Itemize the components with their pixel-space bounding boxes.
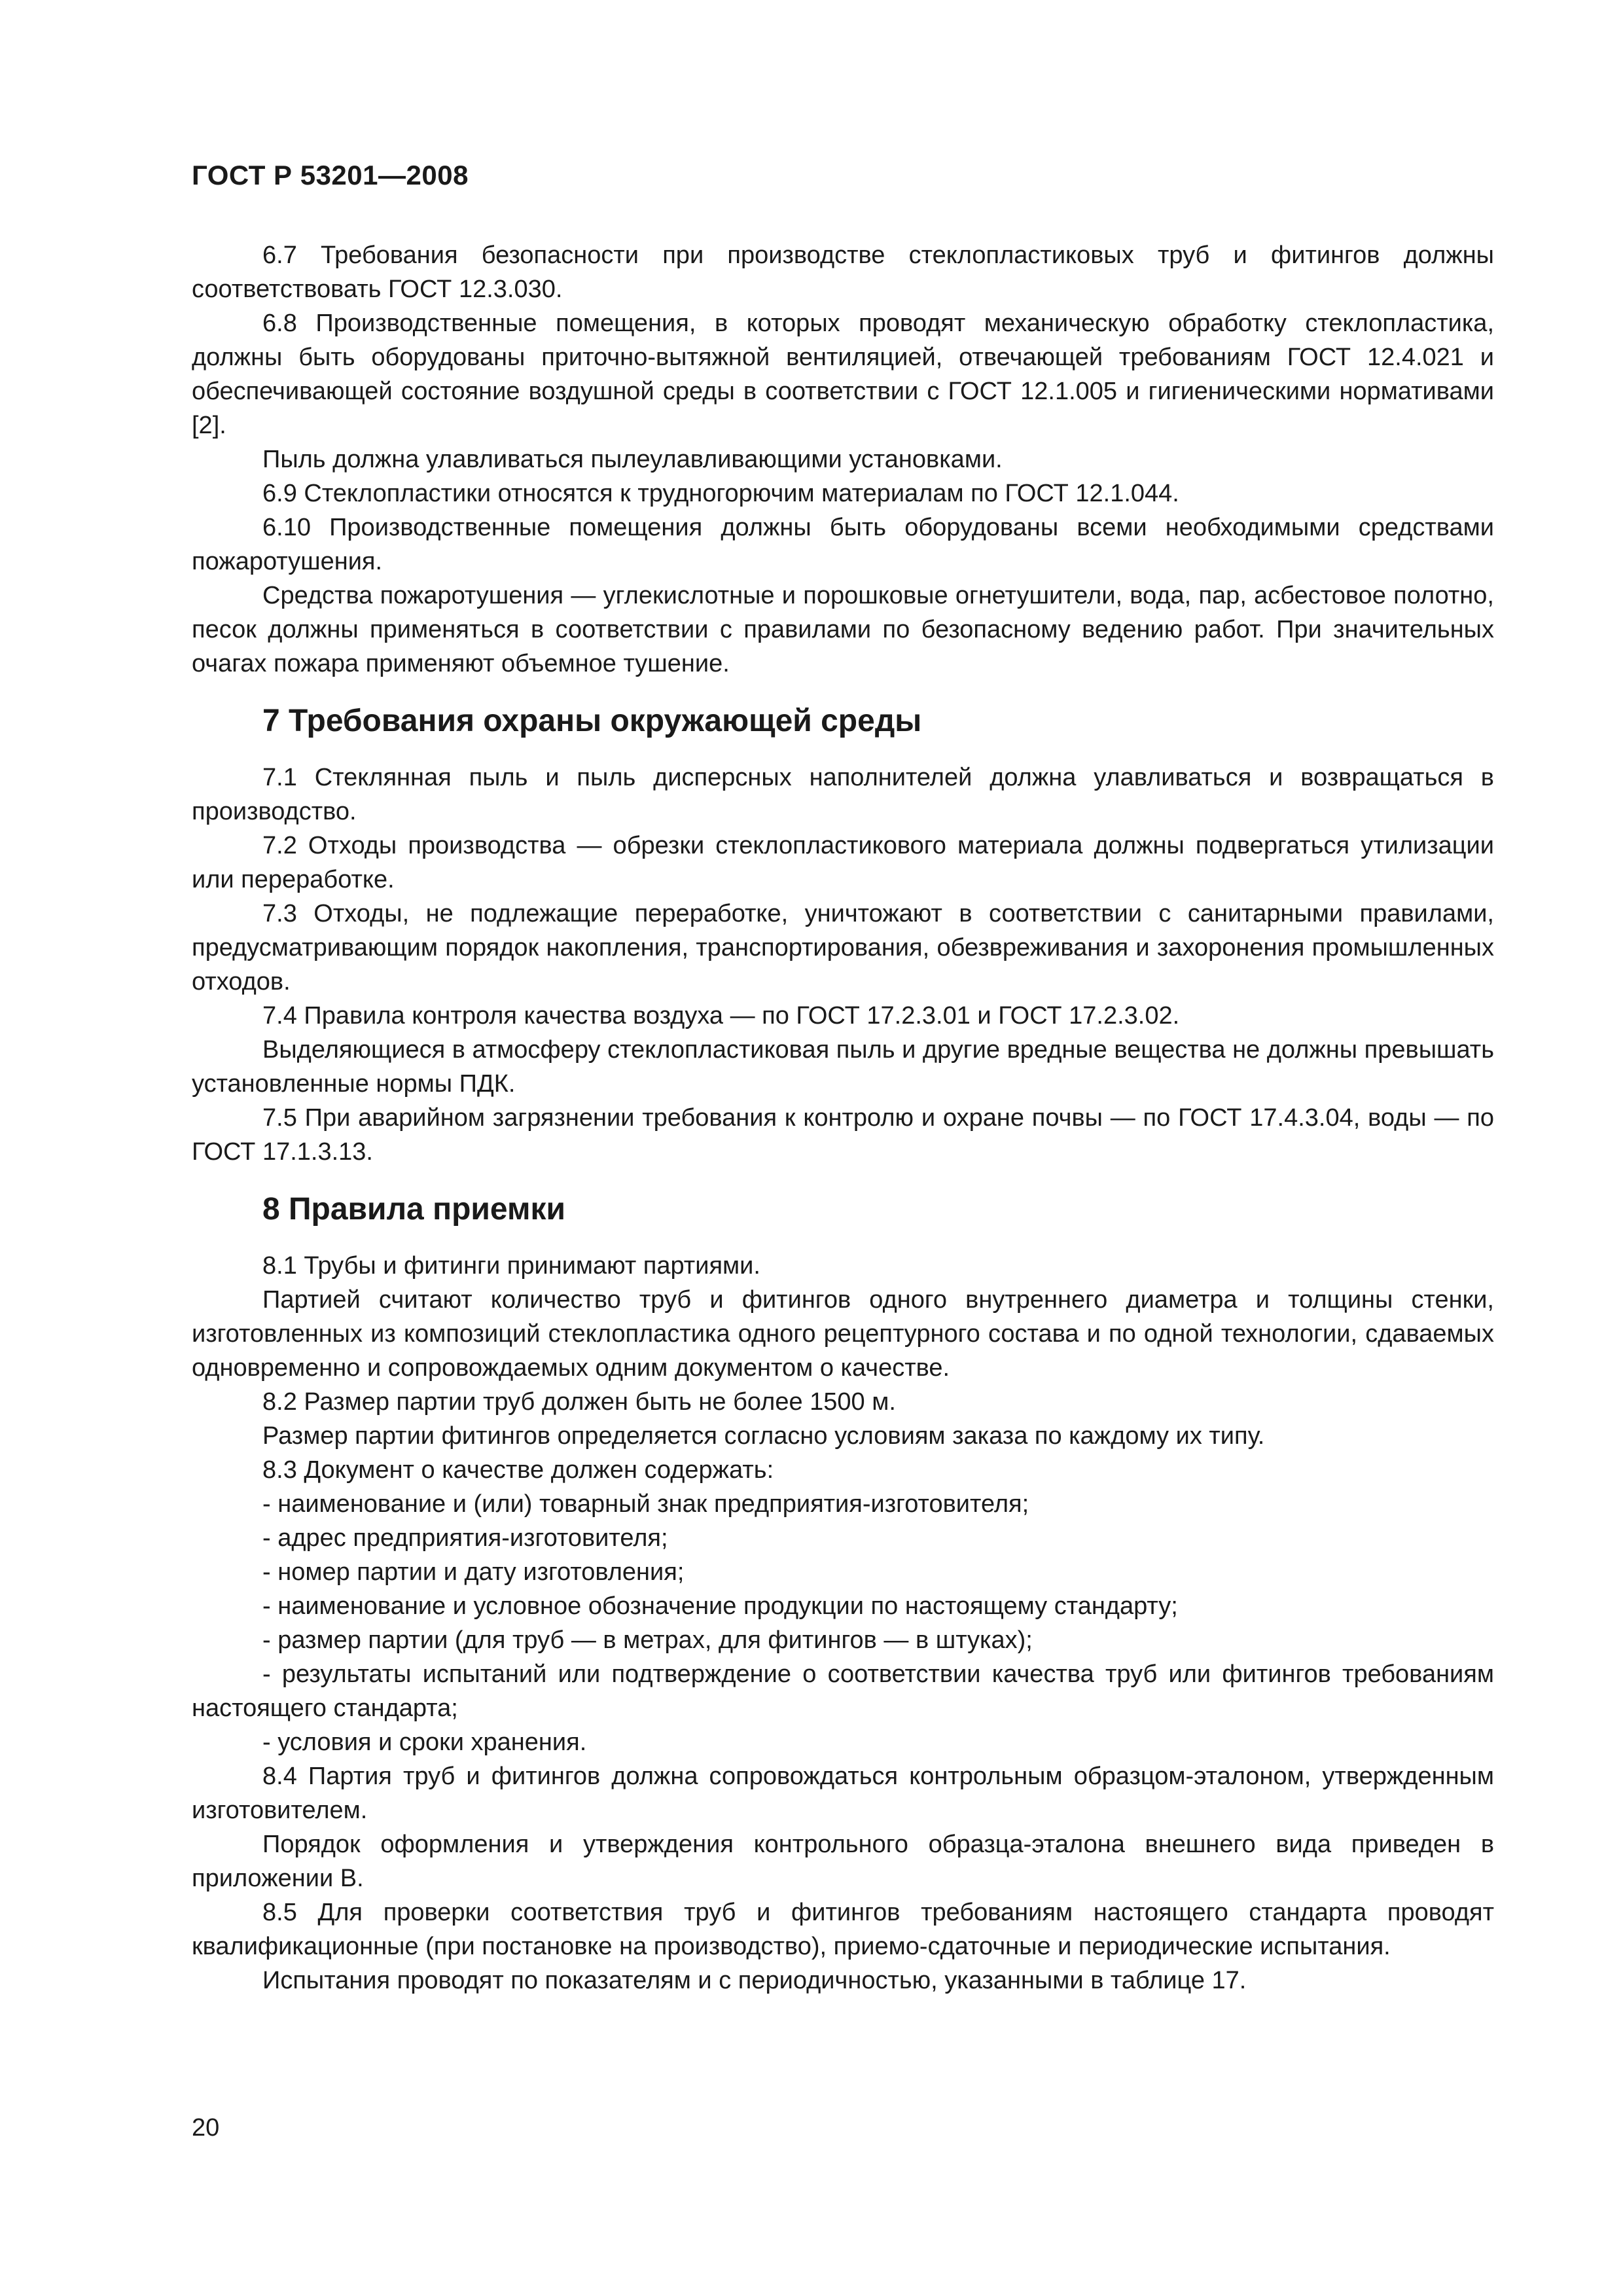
paragraph-8-2-fittings: Размер партии фитингов определяется согласно условиям заказа по каждому их типу. [262,1422,1265,1450]
paragraph-6-8: 6.8 Производственные помещения, в которых проводят механическую обработку стеклопластика, должны быть оборудованы приточно-вытяжной вентиляцией, отвечающей требованиям ГОСТ 12.4.021 и обеспечивающей состояние воздушной среды в соответствии с ГОСТ 12.1.005 и гигиеническими нормативами [2]. [192,310,1494,439]
paragraph-8-1-batch: Партией считают количество труб и фитингов одного внутреннего диаметра и толщины стенки, изготовленных из композиций стеклопластика одного рецептурного состава и по одной технологии, сдаваемых одновременно и сопровождаемых одним документом о качестве. [192,1286,1494,1382]
paragraph-8-2: 8.2 Размер партии труб должен быть не более 1500 м. [262,1388,896,1416]
paragraph-7-3: 7.3 Отходы, не подлежащие переработке, уничтожают в соответствии с санитарными правилами, предусматривающим порядок накопления, транспортирования, обезвреживания и захоронения промышленных отходов. [192,900,1494,996]
list-item: - наименование и (или) товарный знак предприятия-изготовителя; [262,1490,1029,1518]
paragraph-7-4-emissions: Выделяющиеся в атмосферу стеклопластиковая пыль и другие вредные вещества не должны превышать установленные нормы ПДК. [192,1036,1495,1098]
paragraph-6-7: 6.7 Требования безопасности при производстве стеклопластиковых труб и фитингов должны соответствовать ГОСТ 12.3.030. [192,242,1494,303]
paragraph-6-10: 6.10 Производственные помещения должны быть оборудованы всеми необходимыми средствами пожаротушения. [192,514,1494,575]
paragraph-7-1: 7.1 Стеклянная пыль и пыль дисперсных наполнителей должна улавливаться и возвращаться в производство. [192,764,1494,825]
paragraph-6-8-dust: Пыль должна улавливаться пылеулавливающими установками. [262,446,1003,473]
paragraph-6-10-extinguishing: Средства пожаротушения — углекислотные и порошковые огнетушители, вода, пар, асбестовое полотно, песок должны применяться в соответствии с правилами по безопасному ведению работ. При значительных очагах пожара применяют объемное тушение. [192,582,1494,677]
list-item: - условия и сроки хранения. [262,1729,587,1756]
paragraph-8-4-reference: Порядок оформления и утверждения контрольного образца-эталона внешнего вида приведен в приложении В. [192,1831,1494,1892]
document-body [192,238,1494,1998]
section-8-title: 8 Правила приемки [262,1192,566,1227]
list-item: - наименование и условное обозначение продукции по настоящему стандарту; [262,1592,1178,1620]
list-item: - размер партии (для труб — в метрах, для фитингов — в штуках); [262,1626,1033,1654]
paragraph-8-5: 8.5 Для проверки соответствия труб и фитингов требованиям настоящего стандарта проводят квалификационные (при постановке на производство), приемо-сдаточные и периодические испытания. [192,1899,1494,1960]
section-7-title: 7 Требования охраны окружающей среды [262,704,922,738]
document-header: ГОСТ Р 53201—2008 [192,160,469,190]
paragraph-8-5-tests: Испытания проводят по показателям и с периодичностью, указанными в таблице 17. [262,1967,1247,1994]
paragraph-7-5: 7.5 При аварийном загрязнении требования к контролю и охране почвы — по ГОСТ 17.4.3.04, воды — по ГОСТ 17.1.3.13. [192,1104,1494,1166]
list-item: - результаты испытаний или подтверждение о соответствии качества труб или фитингов требованиям настоящего стандарта; [192,1660,1494,1722]
paragraph-7-4: 7.4 Правила контроля качества воздуха — по ГОСТ 17.2.3.01 и ГОСТ 17.2.3.02. [262,1002,1180,1030]
paragraph-8-3: 8.3 Документ о качестве должен содержать: [262,1456,774,1484]
paragraph-7-2: 7.2 Отходы производства — обрезки стеклопластикового материала должны подвергаться утилизации или переработке. [192,832,1494,893]
quality-document-list [192,1487,1494,1759]
page-number: 20 [192,2114,220,2142]
list-item: - номер партии и дату изготовления; [262,1558,685,1586]
paragraph-8-1: 8.1 Трубы и фитинги принимают партиями. [262,1252,760,1280]
paragraph-6-9: 6.9 Стеклопластики относятся к трудногорючим материалам по ГОСТ 12.1.044. [262,480,1179,507]
paragraph-8-4: 8.4 Партия труб и фитингов должна сопровождаться контрольным образцом-эталоном, утвержденным изготовителем. [192,1763,1494,1824]
list-item: - адрес предприятия-изготовителя; [262,1524,668,1552]
